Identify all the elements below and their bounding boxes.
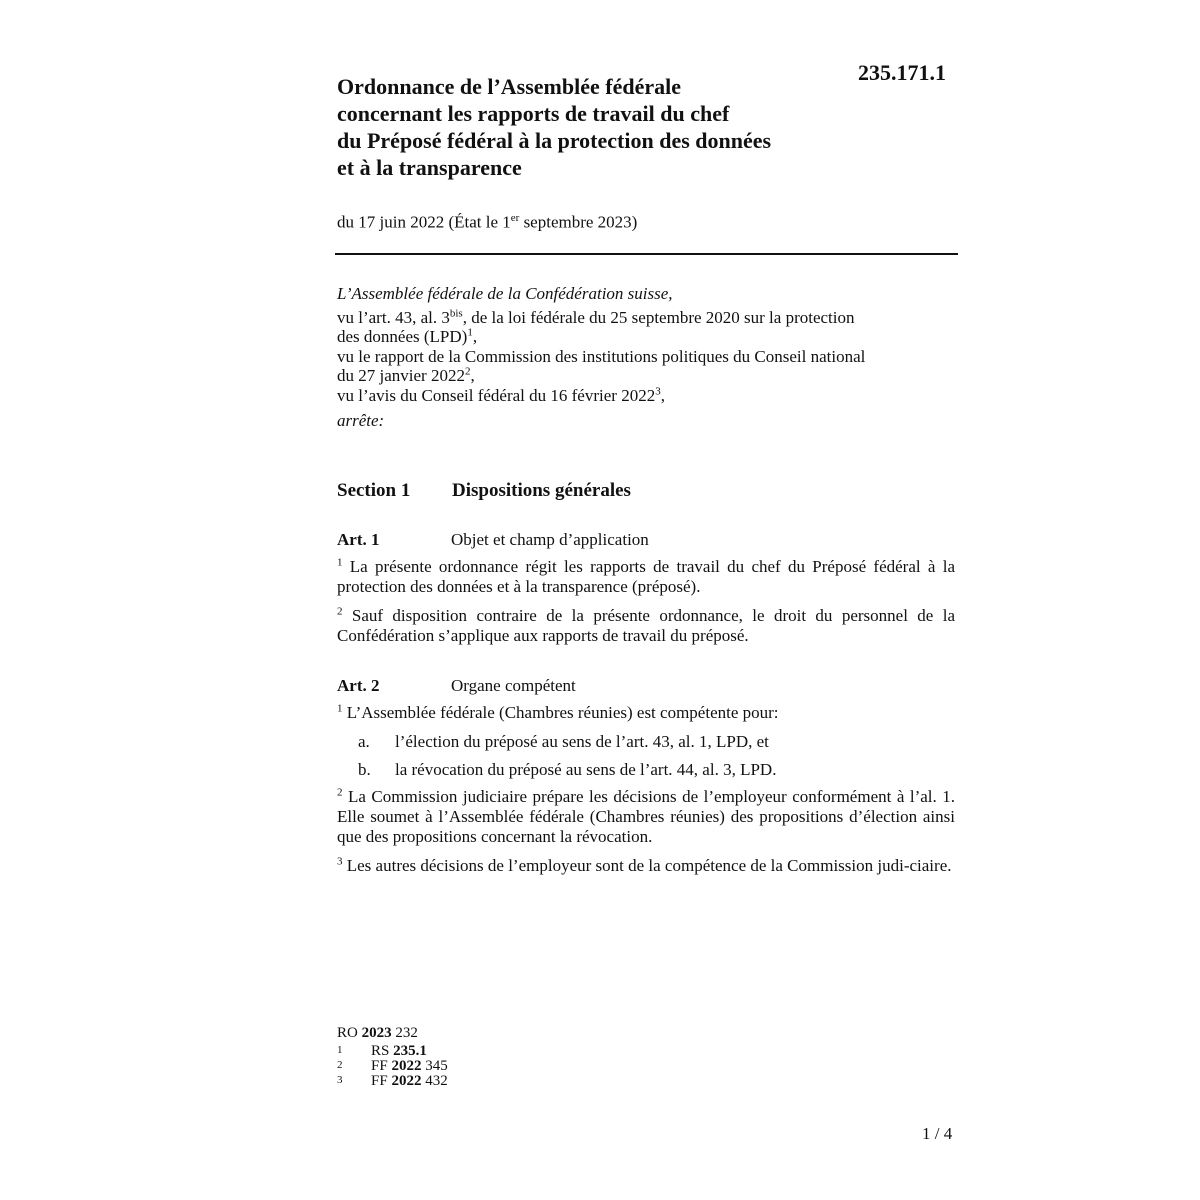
preamble-intro: L’Assemblée fédérale de la Confédération suisse, xyxy=(337,284,673,303)
footnote-bold: 2022 xyxy=(391,1058,422,1074)
preamble-text: , xyxy=(660,385,665,405)
article-number: Art. 2 xyxy=(337,676,380,695)
section-heading xyxy=(337,480,631,502)
date-prefix: du 17 juin 2022 (État le 1 xyxy=(337,212,511,232)
footnotes xyxy=(337,1026,448,1089)
ordinance-date xyxy=(337,212,637,233)
preamble-text: des données (LPD) xyxy=(337,327,468,346)
footnote-prefix: FF xyxy=(371,1073,392,1089)
preamble-line xyxy=(337,366,957,386)
preamble-text: , de la loi fédérale du 25 septembre 2020 sur la protection xyxy=(462,307,855,327)
paragraph-number: 2 xyxy=(337,605,343,618)
section-title: Dispositions générales xyxy=(452,480,631,501)
section-label: Section 1 xyxy=(337,480,411,501)
footnote-item xyxy=(337,1074,448,1089)
list-item xyxy=(358,732,769,752)
footnote-number: 1 xyxy=(337,1044,343,1056)
paragraph-number: 3 xyxy=(337,855,343,868)
footnote-number: 2 xyxy=(337,1059,343,1071)
article-paragraph xyxy=(337,606,955,646)
page-number: 1 / 4 xyxy=(922,1124,953,1143)
title-line: Ordonnance de l’Assemblée fédérale xyxy=(337,74,681,99)
preamble-text: vu l’art. 43, al. 3 xyxy=(337,307,450,327)
header-divider xyxy=(335,253,958,255)
article-paragraph xyxy=(337,787,955,847)
paragraph-text: La Commission judiciaire prépare les décisions de l’employeur conformément à l’al. 1. Elle soumet à l’Assemblée fédérale (Chambres réunies) des propositions d’élection ainsi que des propositions concernant la révocation. xyxy=(337,787,955,846)
paragraph-number: 2 xyxy=(337,786,343,799)
ro-reference xyxy=(337,1026,448,1041)
ro-year: 2023 xyxy=(361,1025,392,1041)
article-paragraph xyxy=(337,703,955,723)
paragraph-text: Sauf disposition contraire de la présente ordonnance, le droit du personnel de la Confédération s’applique aux rapports de travail du préposé. xyxy=(337,606,955,645)
paragraph-number: 1 xyxy=(337,702,343,715)
preamble-line xyxy=(337,327,957,347)
footnote-number: 3 xyxy=(337,1074,343,1086)
preamble-text: , xyxy=(472,327,478,346)
article-title: Objet et champ d’application xyxy=(451,530,649,549)
preamble-text: vu l’avis du Conseil fédéral du 16 février 2022 xyxy=(337,385,656,405)
title-line: concernant les rapports de travail du chef xyxy=(337,101,730,126)
preamble xyxy=(337,284,957,431)
list-letter: b. xyxy=(358,760,371,779)
preamble-decree: arrête: xyxy=(337,411,385,430)
list-text: la révocation du préposé au sens de l’art. 44, al. 3, LPD. xyxy=(395,760,777,779)
ordinance-title xyxy=(337,73,837,181)
article-number: Art. 1 xyxy=(337,530,380,549)
footnote-ref-1[interactable]: 1 xyxy=(467,326,473,339)
paragraph-text: La présente ordonnance régit les rapports de travail du chef du Préposé fédéral à la protection des données et à la transparence (préposé). xyxy=(337,557,955,596)
list-letter: a. xyxy=(358,732,370,751)
article-heading xyxy=(337,676,576,696)
title-line: du Préposé fédéral à la protection des données xyxy=(337,128,772,153)
article-paragraph xyxy=(337,557,955,597)
superscript-bis: bis xyxy=(449,306,463,319)
footnote-item xyxy=(337,1044,448,1059)
sr-number: 235.171.1 xyxy=(858,60,946,85)
footnote-ref-2[interactable]: 2 xyxy=(464,365,471,378)
preamble-line: vu le rapport de la Commission des institutions politiques du Conseil national xyxy=(337,346,866,366)
footnote-item xyxy=(337,1059,448,1074)
list-text: l’élection du préposé au sens de l’art. 43, al. 1, LPD, et xyxy=(395,732,769,751)
footnote-bold: 235.1 xyxy=(393,1043,427,1059)
article-title: Organe compétent xyxy=(451,676,576,695)
preamble-line xyxy=(337,386,957,406)
footnote-prefix: RS xyxy=(371,1043,394,1059)
footnote-bold: 2022 xyxy=(391,1073,422,1089)
paragraph-text: Les autres décisions de l’employeur sont de la compétence de la Commission judi-ciaire. xyxy=(342,856,952,875)
article-heading xyxy=(337,530,649,550)
date-suffix: septembre 2023) xyxy=(519,212,638,232)
paragraph-number: 1 xyxy=(337,556,343,569)
footnote-suffix: 345 xyxy=(421,1058,448,1074)
list-item xyxy=(358,760,776,780)
preamble-text: , xyxy=(470,366,475,385)
ro-prefix: RO xyxy=(337,1025,362,1041)
title-line: et à la transparence xyxy=(337,155,522,180)
preamble-line xyxy=(337,308,957,328)
paragraph-text: L’Assemblée fédérale (Chambres réunies) est compétente pour: xyxy=(342,703,779,722)
footnote-suffix: 432 xyxy=(421,1073,448,1089)
date-superscript: er xyxy=(510,212,520,224)
footnote-prefix: FF xyxy=(371,1058,392,1074)
article-paragraph xyxy=(337,856,955,876)
preamble-text: du 27 janvier 2022 xyxy=(337,366,465,385)
footnote-ref-3[interactable]: 3 xyxy=(655,384,661,397)
ro-page: 232 xyxy=(391,1025,418,1041)
